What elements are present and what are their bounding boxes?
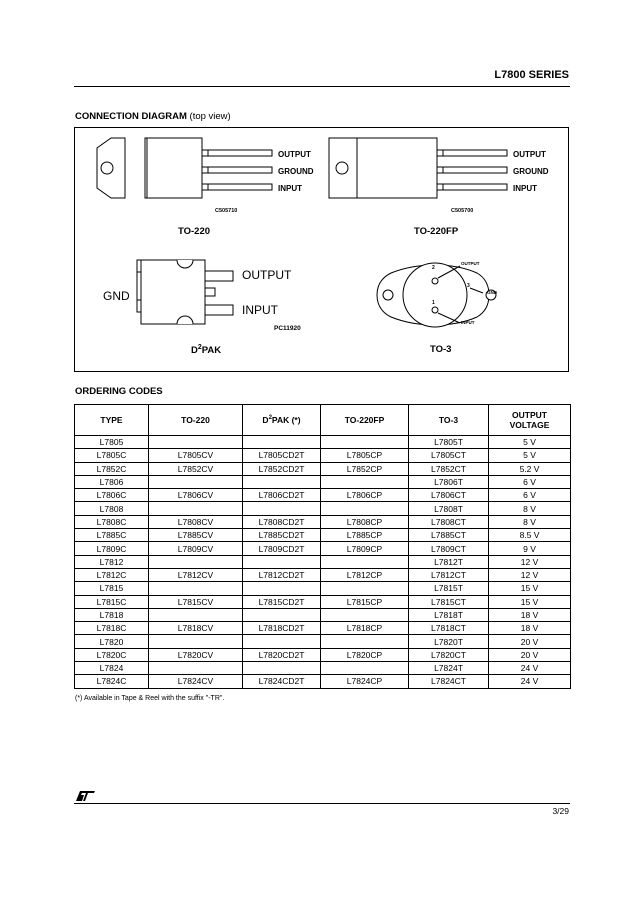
table-cell: 20 V (489, 648, 571, 661)
to220fp-pin-output: OUTPUT (513, 150, 546, 159)
table-cell: 24 V (489, 662, 571, 675)
table-cell: 24 V (489, 675, 571, 688)
table-cell: L7820CP (321, 648, 409, 661)
table-cell (149, 582, 243, 595)
table-cell (149, 502, 243, 515)
table-cell: 15 V (489, 582, 571, 595)
table-cell (243, 662, 321, 675)
table-cell: L7809CP (321, 542, 409, 555)
table-cell: 20 V (489, 635, 571, 648)
d2pak-gnd-label: GND (103, 289, 130, 303)
table-cell: L7820T (409, 635, 489, 648)
table-cell: 6 V (489, 489, 571, 502)
d2pak-name-suffix: PAK (201, 345, 222, 357)
table-cell: L7806C (75, 489, 149, 502)
table-row (75, 542, 571, 555)
table-row (75, 515, 571, 528)
table-cell: L7805CT (409, 449, 489, 462)
table-cell: L7806CD2T (243, 489, 321, 502)
table-cell: 18 V (489, 622, 571, 635)
table-cell (321, 582, 409, 595)
table-cell: 12 V (489, 568, 571, 581)
table-cell: L7808CV (149, 515, 243, 528)
table-cell: 5 V (489, 449, 571, 462)
table-cell: L7805CV (149, 449, 243, 462)
table-cell (149, 555, 243, 568)
table-cell (149, 608, 243, 621)
table-cell: L7824 (75, 662, 149, 675)
table-cell: L7852CD2T (243, 462, 321, 475)
table-cell: L7852CP (321, 462, 409, 475)
table-cell: L7818T (409, 608, 489, 621)
to3-output-label: OUTPUT (461, 261, 480, 266)
table-cell (321, 635, 409, 648)
table-cell: L7852CT (409, 462, 489, 475)
table-cell: L7820CT (409, 648, 489, 661)
table-cell: L7885C (75, 529, 149, 542)
table-cell: L7815CT (409, 595, 489, 608)
to220-pin-ground: GROUND (278, 167, 314, 176)
connection-diagram-subtitle: (top view) (189, 111, 231, 122)
table-cell: L7812T (409, 555, 489, 568)
header-rule (74, 86, 570, 87)
d2pak-input-label: INPUT (242, 303, 278, 317)
table-cell: L7815CP (321, 595, 409, 608)
table-cell: L7824CP (321, 675, 409, 688)
page-number: 3/29 (552, 806, 569, 816)
table-row (75, 475, 571, 488)
header-type: TYPE (75, 405, 149, 436)
table-cell: L7806 (75, 475, 149, 488)
table-row (75, 595, 571, 608)
d2pak-name-sup: 2 (197, 344, 202, 351)
to3-name: TO-3 (430, 344, 452, 355)
table-row (75, 502, 571, 515)
table-cell: L7809CD2T (243, 542, 321, 555)
table-cell: 18 V (489, 608, 571, 621)
table-cell: L7824T (409, 662, 489, 675)
d2pak-name (191, 344, 221, 356)
table-cell: L7806CV (149, 489, 243, 502)
table-cell: L7805CP (321, 449, 409, 462)
table-cell: L7812CV (149, 568, 243, 581)
table-cell: 5.2 V (489, 462, 571, 475)
table-cell: L7812CD2T (243, 568, 321, 581)
to220fp-code: C505700 (451, 208, 474, 214)
table-cell: L7885CT (409, 529, 489, 542)
table-row (75, 662, 571, 675)
table-cell: L7808CP (321, 515, 409, 528)
table-cell: L7809CT (409, 542, 489, 555)
table-cell (243, 502, 321, 515)
to220fp-name: TO-220FP (414, 226, 459, 237)
footer-rule (74, 803, 570, 804)
table-cell: L7885CV (149, 529, 243, 542)
table-row (75, 462, 571, 475)
to3-input-label: INPUT (461, 320, 475, 325)
table-cell: L7806CT (409, 489, 489, 502)
table-cell (321, 475, 409, 488)
table-row (75, 582, 571, 595)
table-cell: L7815CD2T (243, 595, 321, 608)
table-row (75, 489, 571, 502)
table-row (75, 529, 571, 542)
table-cell: L7805CD2T (243, 449, 321, 462)
table-row (75, 648, 571, 661)
table-cell: L7808CD2T (243, 515, 321, 528)
connection-diagram-box (74, 127, 569, 372)
to220-name: TO-220 (178, 226, 211, 237)
d2pak-name-prefix: D (191, 345, 198, 357)
package-drawings (75, 128, 568, 371)
table-cell: 15 V (489, 595, 571, 608)
table-row (75, 436, 571, 449)
connection-diagram-heading: CONNECTION DIAGRAM (75, 111, 187, 122)
to3-gnd-label: GND (487, 290, 497, 295)
table-cell: L7885CD2T (243, 529, 321, 542)
table-cell: L7812CP (321, 568, 409, 581)
table-cell (321, 608, 409, 621)
table-cell: L7818CV (149, 622, 243, 635)
table-cell (149, 436, 243, 449)
to220fp-pin-ground: GROUND (513, 167, 549, 176)
ordering-codes-body (75, 436, 571, 689)
table-cell (243, 608, 321, 621)
table-cell: 8.5 V (489, 529, 571, 542)
st-logo-icon (74, 790, 96, 802)
d2pak-package-drawing (137, 260, 233, 324)
table-cell: L7805C (75, 449, 149, 462)
table-cell: L7806CP (321, 489, 409, 502)
series-title: L7800 SERIES (494, 69, 569, 81)
footnote: (*) Available in Tape & Reel with the suffix "-TR". (75, 695, 225, 702)
d2pak-code: PC11920 (274, 325, 301, 332)
table-cell: L7809C (75, 542, 149, 555)
header-d2pak-prefix: D (262, 415, 269, 425)
header-voltage-line2: VOLTAGE (509, 420, 550, 430)
table-cell (243, 635, 321, 648)
table-cell: L7820CD2T (243, 648, 321, 661)
header-output-voltage (489, 405, 571, 436)
to3-pin1: 1 (432, 300, 435, 306)
table-row (75, 568, 571, 581)
table-cell: L7824C (75, 675, 149, 688)
table-cell: L7820 (75, 635, 149, 648)
table-cell (243, 555, 321, 568)
table-cell: L7809CV (149, 542, 243, 555)
table-cell: L7805 (75, 436, 149, 449)
ordering-codes-title: ORDERING CODES (75, 386, 163, 397)
table-cell: L7808T (409, 502, 489, 515)
table-cell: 8 V (489, 515, 571, 528)
table-cell: 5 V (489, 436, 571, 449)
table-row (75, 555, 571, 568)
table-cell: L7818CT (409, 622, 489, 635)
table-header-row (75, 405, 571, 436)
header-d2pak-suffix: PAK (*) (271, 415, 301, 425)
table-cell: L7808 (75, 502, 149, 515)
table-cell (321, 555, 409, 568)
table-cell: L7808C (75, 515, 149, 528)
header-to220fp: TO-220FP (321, 405, 409, 436)
table-cell: L7820C (75, 648, 149, 661)
table-cell: L7806T (409, 475, 489, 488)
table-cell: L7818CD2T (243, 622, 321, 635)
table-cell: L7818 (75, 608, 149, 621)
table-cell (321, 502, 409, 515)
table-cell: L7815T (409, 582, 489, 595)
table-cell: 12 V (489, 555, 571, 568)
table-cell (243, 436, 321, 449)
table-cell: 9 V (489, 542, 571, 555)
table-row (75, 449, 571, 462)
table-cell: L7815CV (149, 595, 243, 608)
header-d2pak (243, 405, 321, 436)
to220-package-drawing (97, 138, 272, 198)
table-cell: L7824CT (409, 675, 489, 688)
to220fp-pin-input: INPUT (513, 184, 537, 193)
table-cell (149, 475, 243, 488)
table-cell: L7815 (75, 582, 149, 595)
table-cell: L7885CP (321, 529, 409, 542)
table-cell: L7852C (75, 462, 149, 475)
table-cell (149, 635, 243, 648)
ordering-codes-table (74, 404, 571, 689)
connection-diagram-title (75, 111, 231, 122)
to220-code: C505710 (215, 208, 238, 214)
to3-pin2: 2 (432, 265, 435, 271)
table-cell: L7812CT (409, 568, 489, 581)
table-cell: L7852CV (149, 462, 243, 475)
table-cell (243, 582, 321, 595)
to3-pin3: 3 (467, 283, 470, 289)
header-voltage-line1: OUTPUT (512, 410, 547, 420)
to220fp-package-drawing (329, 138, 507, 198)
header-d2pak-sup: 2 (268, 415, 272, 422)
to3-package-drawing (377, 263, 496, 327)
table-row (75, 635, 571, 648)
table-row (75, 622, 571, 635)
table-cell: L7808CT (409, 515, 489, 528)
table-cell: 8 V (489, 502, 571, 515)
table-cell (321, 436, 409, 449)
table-row (75, 608, 571, 621)
to220-pin-output: OUTPUT (278, 150, 311, 159)
table-cell (243, 475, 321, 488)
table-cell: L7824CD2T (243, 675, 321, 688)
to220-pin-input: INPUT (278, 184, 302, 193)
table-cell: L7812 (75, 555, 149, 568)
table-cell: L7820CV (149, 648, 243, 661)
header-to220: TO-220 (149, 405, 243, 436)
table-cell: L7818C (75, 622, 149, 635)
table-cell: 6 V (489, 475, 571, 488)
table-cell (321, 662, 409, 675)
table-cell: L7815C (75, 595, 149, 608)
header-to3: TO-3 (409, 405, 489, 436)
table-cell: L7818CP (321, 622, 409, 635)
table-cell (149, 662, 243, 675)
table-cell: L7805T (409, 436, 489, 449)
table-row (75, 675, 571, 688)
d2pak-output-label: OUTPUT (242, 268, 292, 282)
table-cell: L7824CV (149, 675, 243, 688)
table-cell: L7812C (75, 568, 149, 581)
